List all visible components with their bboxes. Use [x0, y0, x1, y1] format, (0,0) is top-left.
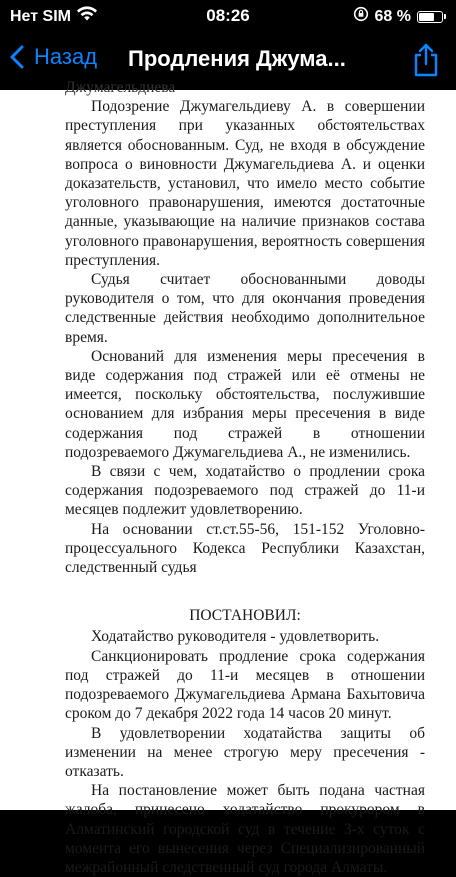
paragraph-spacer — [65, 577, 425, 596]
chevron-left-icon — [10, 45, 24, 69]
document-paragraph: Подозрение Джумагельдиеву А. в совершении преступления при указанных обстоятельствах является обоснованным. Суд, не входя в обсуждение вопроса о виновности Джумагельдиева А. и оценки доказательств, установил, что имело место событие уголовного правонарушения, имеются достаточные данные, указывающие на наличие признаков состава уголовного правонарушения, вероятность совершения преступления. — [65, 98, 425, 269]
status-right — [353, 6, 446, 27]
carrier-label: Нет SIM — [10, 7, 71, 25]
status-bar — [0, 0, 456, 32]
document-text — [65, 78, 425, 877]
document-cut-line: Джумагельдиева — [65, 79, 176, 96]
ruling-paragraph: Санкционировать продление срока содержания под стражей до 11-и месяцев в отношении подозреваемого Джумагельдиева Армана Бахытовича сроком до 7 декабря 2022 года 14 часов 20 минут. — [65, 647, 425, 723]
ruling-paragraph: На постановление может быть подана частная жалоба, принесено ходатайство прокурором в Алматинский городской суд в течение 3-х суток с момента его вынесения через Специализированный межрайонный следственный суд города Алматы. — [65, 782, 425, 876]
battery-fill — [419, 13, 434, 21]
battery-icon — [417, 11, 443, 23]
back-label: Назад — [34, 44, 98, 69]
battery-percent: 68 % — [374, 7, 411, 25]
ruling-heading: ПОСТАНОВИЛ: — [189, 607, 301, 625]
battery-cap — [444, 14, 446, 19]
ruling-paragraph: В удовлетворении ходатайства защиты об изменении на менее строгую меру пресечения - отказать. — [65, 724, 425, 780]
document-paragraph: В связи с чем, ходатайство о продлении срока содержания подозреваемого под стражей до 11-и месяцев подлежит удовлетворению. — [65, 463, 425, 519]
page-title: Продления Джума... — [128, 46, 346, 71]
share-icon — [410, 42, 442, 78]
back-button[interactable] — [10, 44, 97, 70]
document-paragraph: На основании ст.ст.55-56, 151-152 Уголовно-процессуального Кодекса Республики Казахстан, следственный судья — [65, 520, 425, 577]
document-paragraph: Судья считает обоснованными доводы руководителя о том, что для окончания проведения следственные действия необходимо дополнительное время. — [65, 271, 425, 346]
ruling-paragraph: Ходатайство руководителя - удовлетворить. — [91, 628, 380, 646]
document-paragraph: Оснований для изменения меры пресечения в виде содержания под стражей или её отмены не имеется, поскольку обстоятельства, послужившие основанием для избрания меры пресечения в виде содержания под стражей в отношении подозреваемого Джумагельдиева А., не изменились. — [65, 347, 425, 461]
clock: 08:26 — [206, 6, 250, 25]
document-page[interactable] — [0, 79, 456, 876]
share-button[interactable] — [410, 42, 442, 78]
orientation-lock-icon — [353, 6, 369, 27]
